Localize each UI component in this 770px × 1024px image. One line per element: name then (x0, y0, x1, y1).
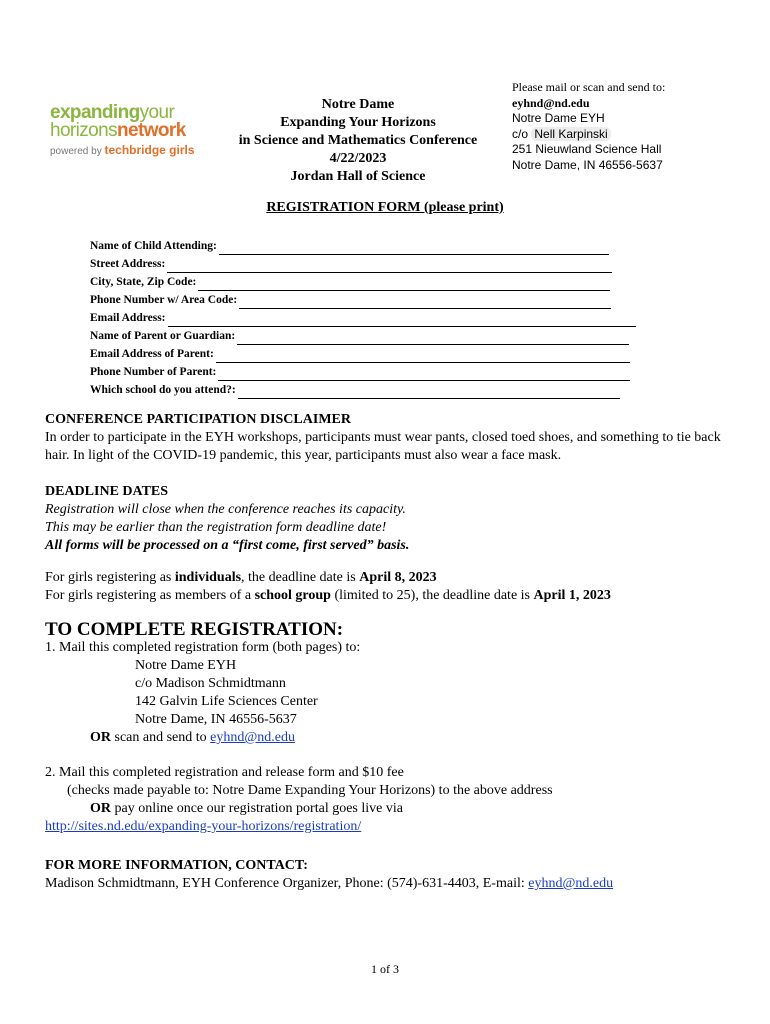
step-1: 1. Mail this completed registration form (both pages) to: (45, 640, 361, 655)
scan-option (90, 729, 745, 747)
disclaimer-body: In order to participate in the EYH workshops, participants must wear pants, closed toed shoes, and something to tie back hair. In light of the COVID-19 pandemic, this year, participants must also wear a face mask. (45, 430, 721, 463)
field-city (90, 273, 650, 291)
or-label: OR (90, 801, 111, 816)
city-input[interactable] (198, 277, 610, 291)
header-date: 4/22/2023 (329, 151, 387, 166)
mail-co-prefix: c/o (512, 126, 529, 141)
logo-word-your: your (139, 102, 175, 123)
deadline-text: For girls registering as members of a (45, 588, 255, 603)
deadline-text: individuals (174, 570, 242, 585)
step-2: 2. Mail this completed registration and release form and $10 fee (45, 765, 404, 780)
pay-online-option (90, 800, 745, 818)
step-2-detail: (checks made payable to: Notre Dame Expanding Your Horizons) to the above address (67, 783, 553, 798)
mail-email: eyhnd@nd.edu (512, 95, 590, 110)
school-input[interactable] (238, 385, 620, 399)
field-phone (90, 291, 650, 309)
logo-powered-by: powered by (50, 146, 102, 157)
deadline-text: school group (254, 588, 331, 603)
deadline-note-1: Registration will close when the conference reaches its capacity. (45, 502, 406, 517)
field-label: Name of Child Attending: (90, 240, 217, 252)
deadline-group (45, 587, 745, 605)
conference-header (226, 96, 490, 186)
child-name-input[interactable] (219, 241, 609, 255)
field-label: Email Address of Parent: (90, 348, 214, 360)
registration-fields (90, 237, 650, 399)
phone-input[interactable] (239, 295, 611, 309)
logo-word-expanding: expanding (50, 102, 140, 123)
complete-registration-section (45, 621, 745, 836)
contact-email-link[interactable]: eyhnd@nd.edu (528, 876, 614, 891)
field-label: Which school do you attend?: (90, 384, 236, 396)
address-line-3: 142 Galvin Life Sciences Center (135, 694, 318, 709)
deadline-section (45, 483, 745, 605)
logo-partner: techbridge girls (104, 143, 195, 157)
deadline-note-2: This may be earlier than the registration form deadline date! (45, 520, 387, 535)
field-parent-name (90, 327, 650, 345)
deadline-date-individuals: April 8, 2023 (359, 570, 437, 585)
header-line-2: Expanding Your Horizons (280, 115, 436, 130)
field-child-name (90, 237, 650, 255)
field-label: City, State, Zip Code: (90, 276, 197, 288)
or-label: OR (90, 730, 111, 745)
mail-to-block (512, 80, 762, 173)
logo-word-network: network (117, 120, 186, 141)
page-number: 1 of 3 (371, 962, 399, 976)
header-venue: Jordan Hall of Science (290, 169, 426, 184)
contact-section (45, 857, 745, 893)
email-input[interactable] (168, 313, 636, 327)
deadline-text: , the deadline date is (241, 570, 360, 585)
parent-phone-input[interactable] (218, 367, 630, 381)
parent-name-input[interactable] (237, 331, 629, 345)
address-line-4: Notre Dame, IN 46556-5637 (135, 712, 297, 727)
address-line-2: c/o Madison Schmidtmann (135, 676, 286, 691)
form-title: REGISTRATION FORM (please print) (266, 200, 504, 215)
address-line-1: Notre Dame EYH (135, 658, 237, 673)
field-label: Street Address: (90, 258, 166, 270)
registration-url-link[interactable]: http://sites.nd.edu/expanding-your-horizons/registration/ (45, 819, 362, 834)
field-label: Phone Number of Parent: (90, 366, 217, 378)
disclaimer-section (45, 411, 745, 465)
eyh-logo (50, 104, 210, 157)
header-line-3: in Science and Mathematics Conference (238, 133, 478, 148)
deadline-date-group: April 1, 2023 (533, 588, 611, 603)
field-email (90, 309, 650, 327)
field-parent-email (90, 345, 650, 363)
field-label: Name of Parent or Guardian: (90, 330, 236, 342)
street-input[interactable] (167, 259, 612, 273)
contact-text: Madison Schmidtmann, EYH Conference Organizer, Phone: (574)-631-4403, E-mail: (45, 876, 529, 891)
mail-city: Notre Dame, IN 46556-5637 (512, 157, 663, 172)
contact-heading: FOR MORE INFORMATION, CONTACT: (45, 858, 308, 873)
logo-word-horizons: horizons (50, 120, 118, 141)
mail-co-name: Nell Karpinski (531, 127, 610, 141)
field-label: Phone Number w/ Area Code: (90, 294, 238, 306)
parent-email-input[interactable] (216, 349, 630, 363)
field-parent-phone (90, 363, 650, 381)
pay-text: pay online once our registration portal goes live via (111, 801, 403, 816)
deadline-individuals (45, 569, 745, 587)
scan-text: scan and send to (111, 730, 211, 745)
scan-email-link[interactable]: eyhnd@nd.edu (210, 730, 295, 745)
mail-street: 251 Nieuwland Science Hall (512, 142, 662, 156)
deadline-heading: DEADLINE DATES (45, 484, 169, 499)
field-label: Email Address: (90, 312, 166, 324)
disclaimer-heading: CONFERENCE PARTICIPATION DISCLAIMER (45, 412, 351, 427)
mail-org: Notre Dame EYH (512, 111, 605, 125)
deadline-note-3: All forms will be processed on a “first come, first served” basis. (45, 538, 410, 553)
field-school (90, 381, 650, 399)
deadline-text: (limited to 25), the deadline date is (330, 588, 534, 603)
complete-heading: TO COMPLETE REGISTRATION: (45, 619, 344, 640)
field-street (90, 255, 650, 273)
header-line-1: Notre Dame (321, 97, 395, 112)
mail-intro: Please mail or scan and send to: (512, 80, 666, 94)
deadline-text: For girls registering as (45, 570, 175, 585)
